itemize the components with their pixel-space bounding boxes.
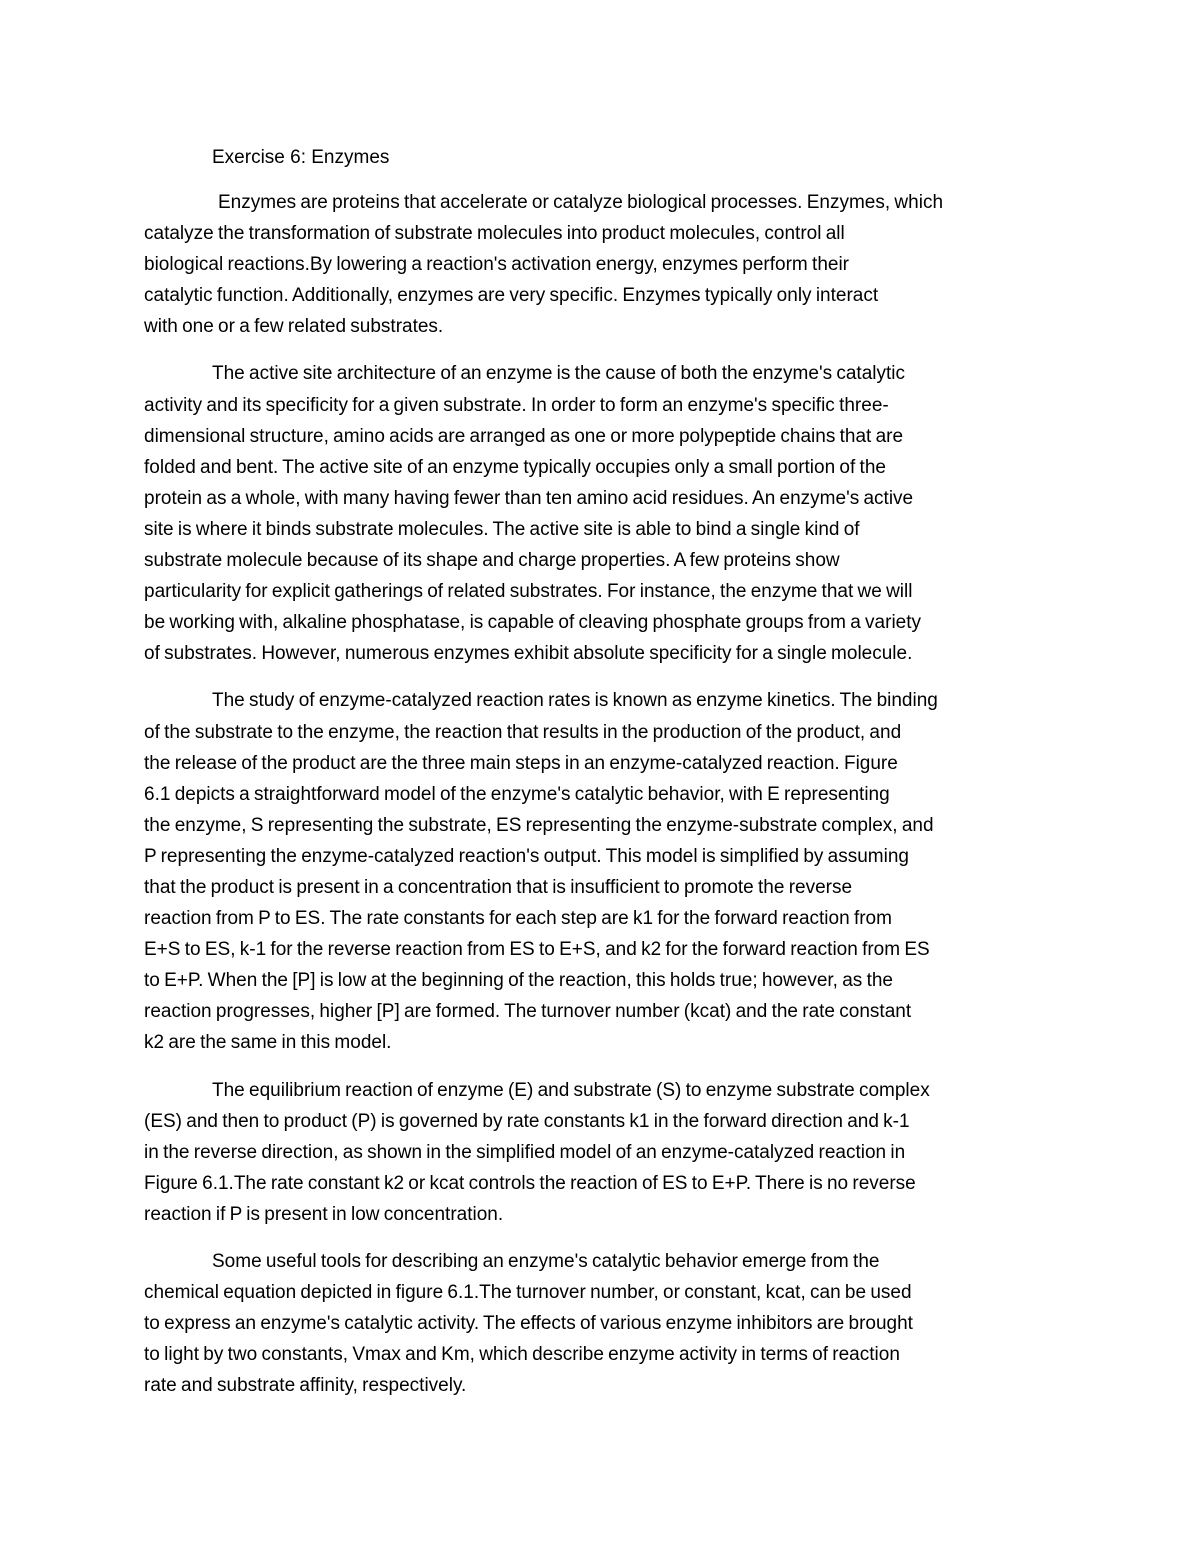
paragraph-line: chemical equation depicted in figure 6.1.The turnover number, or constant, kcat, can be used <box>144 1282 912 1304</box>
paragraph-5 <box>144 1246 1064 1401</box>
paragraph-3 <box>144 685 1064 1058</box>
paragraph-line: with one or a few related substrates. <box>144 316 444 338</box>
paragraph-line: of substrates. However, numerous enzymes exhibit absolute specificity for a single molecule. <box>144 643 913 665</box>
paragraph-line: in the reverse direction, as shown in the simplified model of an enzyme-catalyzed reaction in <box>144 1141 906 1163</box>
paragraph-line: protein as a whole, with many having fewer than ten amino acid residues. An enzyme's active <box>144 487 914 509</box>
paragraph-line: P representing the enzyme-catalyzed reaction's output. This model is simplified by assuming <box>144 845 909 867</box>
paragraph-line: site is where it binds substrate molecules. The active site is able to bind a single kind of <box>144 518 860 540</box>
paragraph-line: be working with, alkaline phosphatase, is capable of cleaving phosphate groups from a variety <box>144 612 922 634</box>
paragraph-line: Some useful tools for describing an enzyme's catalytic behavior emerge from the <box>212 1251 880 1272</box>
paragraph-line: reaction if P is present in low concentration. <box>144 1203 504 1225</box>
paragraph-line: the release of the product are the three main steps in an enzyme-catalyzed reaction. Figure <box>144 752 898 774</box>
paragraph-line: 6.1 depicts a straightforward model of the enzyme's catalytic behavior, with E representing <box>144 783 890 805</box>
paragraph-line: substrate molecule because of its shape and charge properties. A few proteins show <box>144 550 840 572</box>
paragraph-line: rate and substrate affinity, respectively. <box>144 1375 467 1397</box>
paragraph-line: activity and its specificity for a given substrate. In order to form an enzyme's specific three- <box>144 394 889 416</box>
paragraph-line: The study of enzyme-catalyzed reaction rates is known as enzyme kinetics. The binding <box>212 690 938 712</box>
paragraph-line: The active site architecture of an enzyme is the cause of both the enzyme's catalytic <box>212 363 905 385</box>
paragraph-line: folded and bent. The active site of an enzyme typically occupies only a small portion of the <box>144 456 886 478</box>
paragraph-line: to express an enzyme's catalytic activity. The effects of various enzyme inhibitors are brought <box>144 1313 913 1335</box>
paragraph-line: The equilibrium reaction of enzyme (E) and substrate (S) to enzyme substrate complex <box>212 1079 930 1101</box>
paragraph-1 <box>144 187 1064 342</box>
paragraph-line: the enzyme, S representing the substrate, ES representing the enzyme-substrate complex, and <box>144 814 934 836</box>
document-body <box>144 142 1064 1417</box>
paragraph-2 <box>144 358 1064 669</box>
paragraph-line: (ES) and then to product (P) is governed by rate constants k1 in the forward direction and k-1 <box>144 1110 910 1132</box>
document-title: Exercise 6: Enzymes <box>212 147 390 168</box>
paragraph-line: catalyze the transformation of substrate molecules into product molecules, control all <box>144 223 845 245</box>
paragraph-line: to E+P. When the [P] is low at the beginning of the reaction, this holds true; however, as the <box>144 970 893 992</box>
paragraph-line: k2 are the same in this model. <box>144 1032 392 1054</box>
paragraph-line: of the substrate to the enzyme, the reaction that results in the production of the product, and <box>144 721 902 743</box>
paragraph-line: biological reactions.By lowering a reaction's activation energy, enzymes perform their <box>144 254 850 276</box>
paragraph-line: Enzymes are proteins that accelerate or catalyze biological processes. Enzymes, which <box>218 192 944 213</box>
paragraph-line: that the product is present in a concentration that is insufficient to promote the reverse <box>144 876 853 898</box>
paragraph-line: Figure 6.1.The rate constant k2 or kcat controls the reaction of ES to E+P. There is no reverse <box>144 1172 916 1194</box>
paragraph-line: reaction progresses, higher [P] are formed. The turnover number (kcat) and the rate constant <box>144 1001 912 1023</box>
paragraph-4 <box>144 1075 1064 1230</box>
paragraph-line: reaction from P to ES. The rate constants for each step are k1 for the forward reaction from <box>144 908 892 930</box>
paragraph-line: to light by two constants, Vmax and Km, which describe enzyme activity in terms of reaction <box>144 1344 900 1366</box>
paragraph-line: particularity for explicit gatherings of related substrates. For instance, the enzyme that we will <box>144 581 913 603</box>
paragraph-line: dimensional structure, amino acids are arranged as one or more polypeptide chains that are <box>144 425 904 447</box>
paragraph-line: E+S to ES, k-1 for the reverse reaction from ES to E+S, and k2 for the forward reaction from ES <box>144 939 930 961</box>
paragraph-line: catalytic function. Additionally, enzymes are very specific. Enzymes typically only interact <box>144 285 879 307</box>
